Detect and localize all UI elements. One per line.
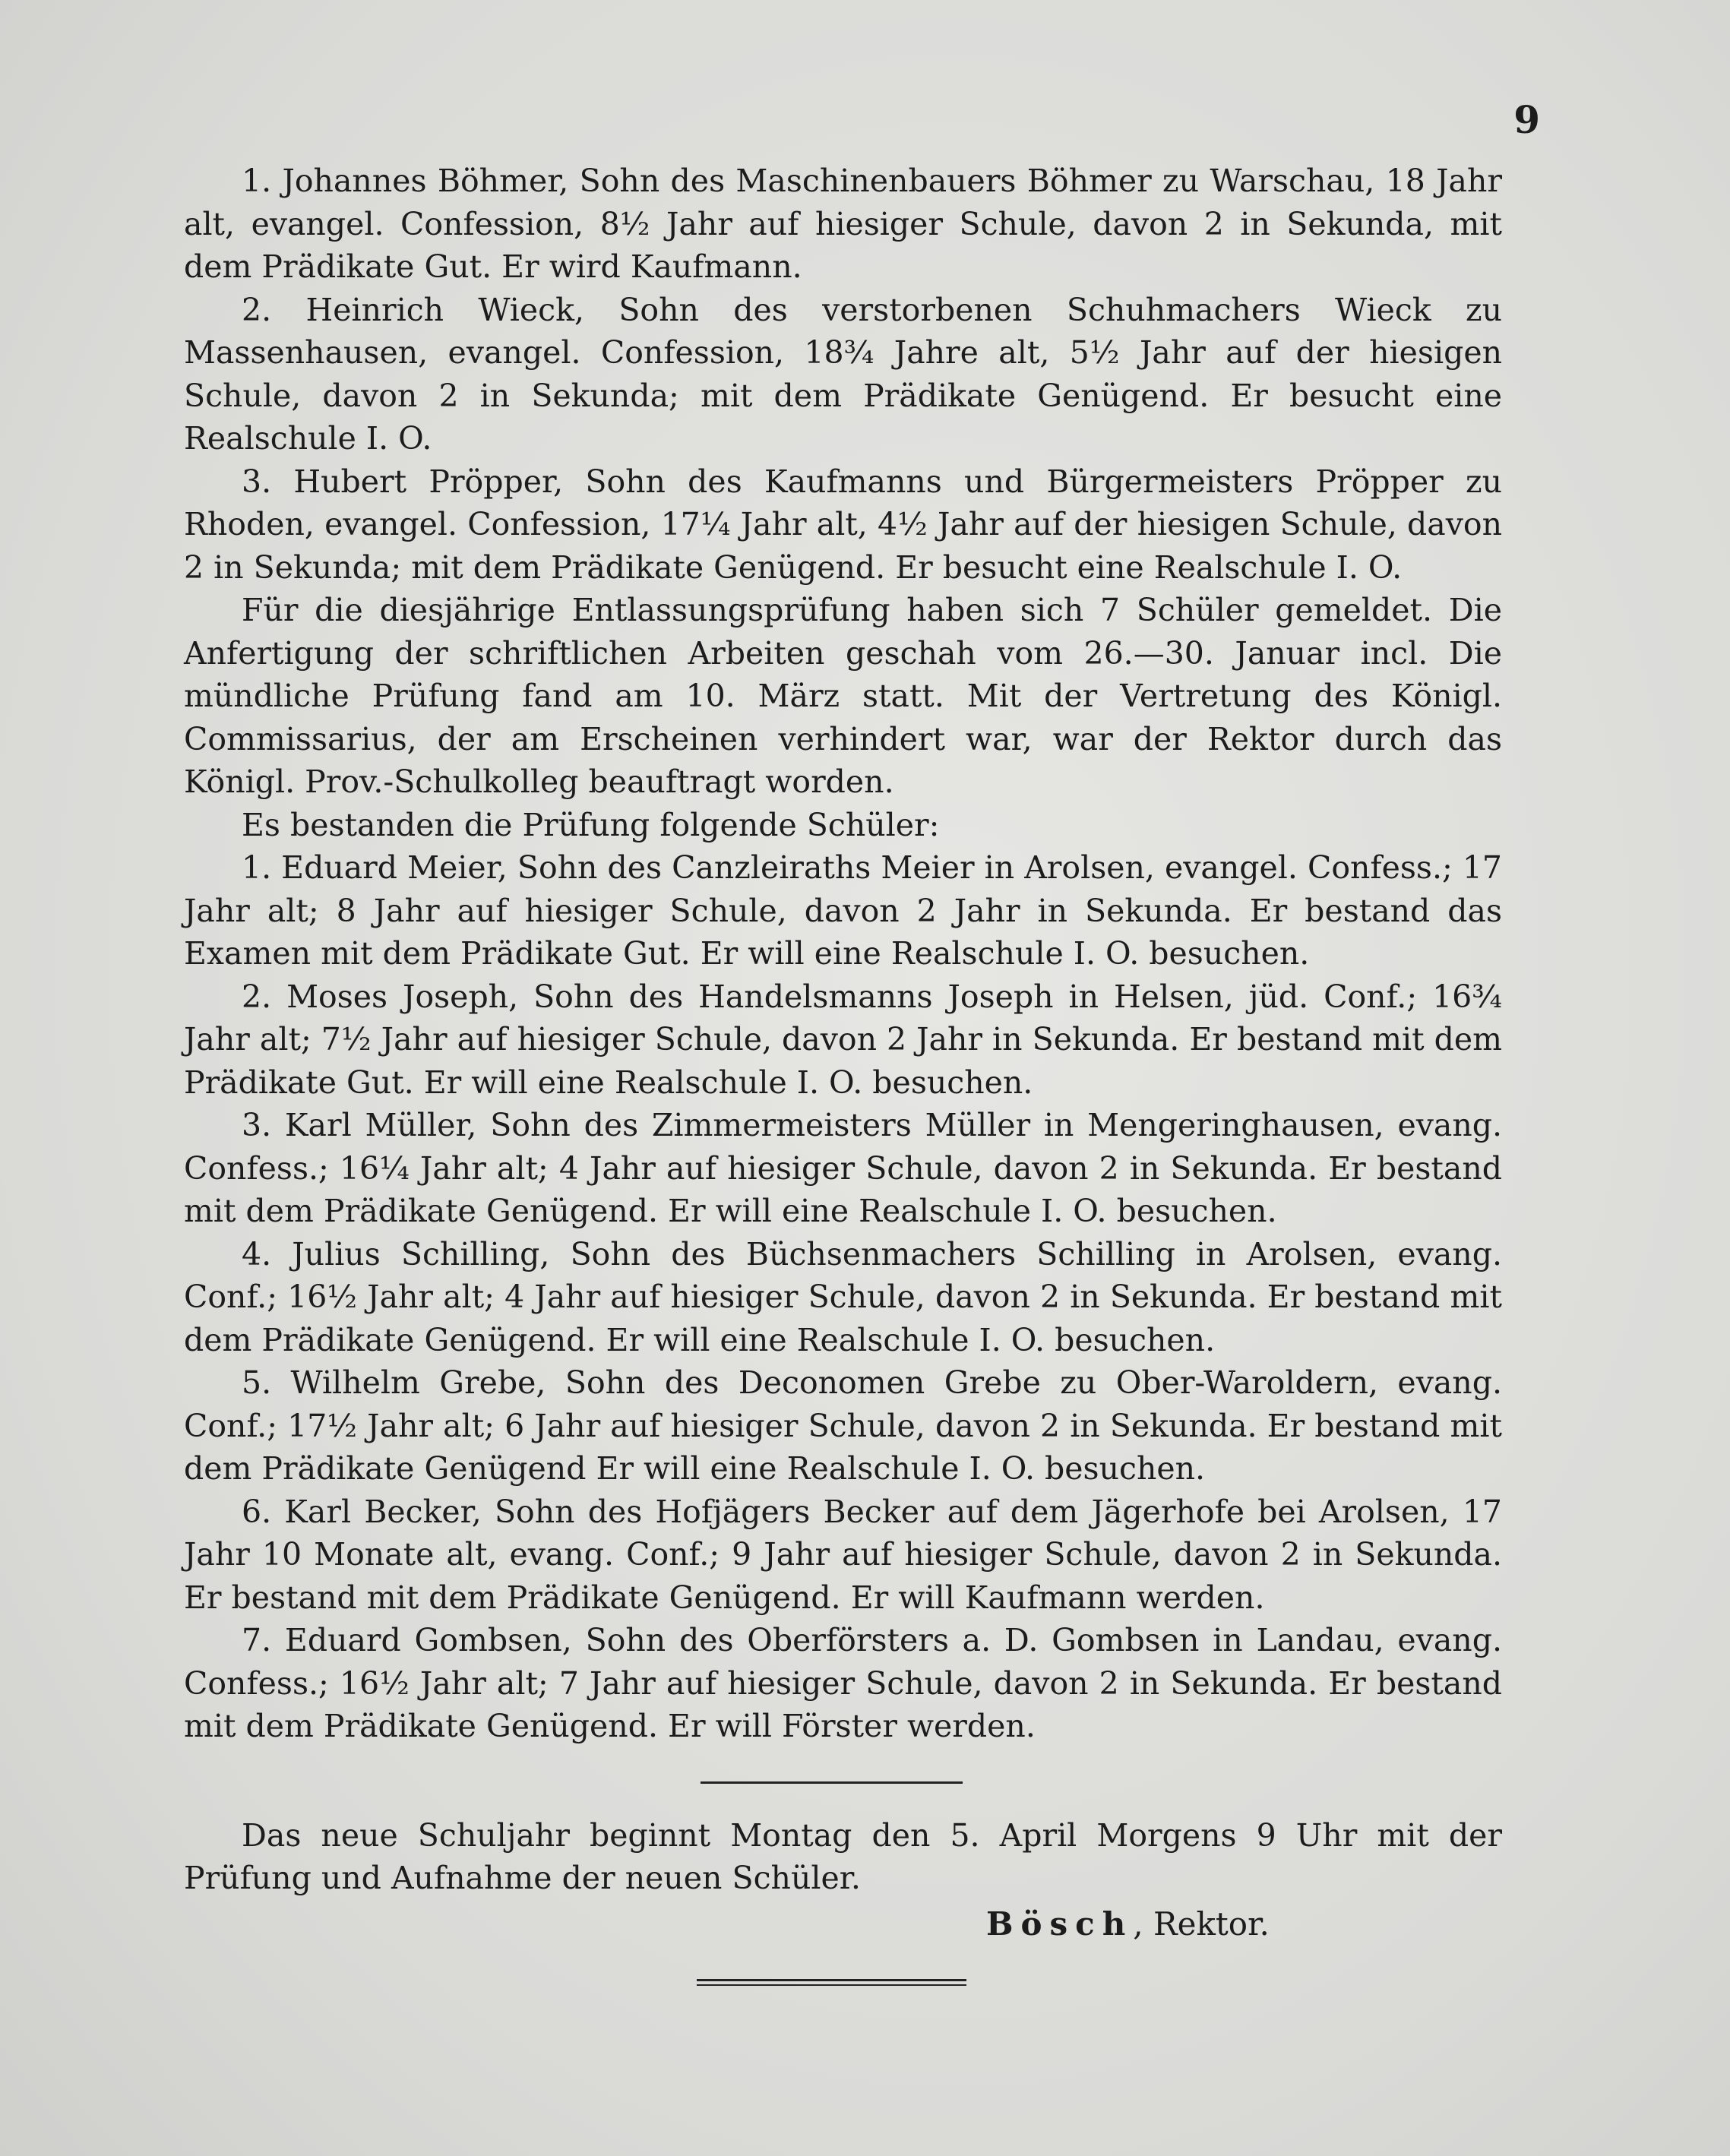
end-divider	[697, 1979, 966, 1986]
student-entry-2: 2. Moses Joseph, Sohn des Handelsmanns Joseph in Helsen, jüd. Conf.; 16¾ Jahr alt; 7½ Jahr auf hiesiger Schule, davon 2 Jahr in Sekunda. Er bestand mit dem Prädikate Gut. Er will eine Realschule I. O. besuchen.	[184, 978, 1502, 1101]
passed-students-heading: Es bestanden die Prüfung folgende Schüler:	[242, 806, 940, 843]
graduate-entry-2: 2. Heinrich Wieck, Sohn des verstorbenen Schuhmachers Wieck zu Massenhausen, evangel. Confession, 18¾ Jahre alt, 5½ Jahr auf der hiesigen Schule, davon 2 in Sekunda; mit dem Prädikate Genügend. Er besucht eine Realschule I. O.	[184, 291, 1502, 457]
signature	[184, 1903, 1502, 1946]
signature-title: , Rektor.	[1133, 1905, 1270, 1943]
student-entry-4: 4. Julius Schilling, Sohn des Büchsenmachers Schilling in Arolsen, evang. Conf.; 16½ Jahr alt; 4 Jahr auf hiesiger Schule, davon 2 in Sekunda. Er bestand mit dem Prädikate Genügend. Er will eine Realschule I. O. besuchen.	[184, 1235, 1502, 1358]
student-entry-6: 6. Karl Becker, Sohn des Hofjägers Becker auf dem Jägerhofe bei Arolsen, 17 Jahr 10 Monate alt, evang. Conf.; 9 Jahr auf hiesiger Schule, davon 2 in Sekunda. Er bestand mit dem Prädikate Genügend. Er will Kaufmann werden.	[184, 1493, 1502, 1616]
document-body	[184, 160, 1502, 1986]
signature-name: Bösch	[986, 1905, 1134, 1943]
student-entry-7: 7. Eduard Gombsen, Sohn des Oberförsters a. D. Gombsen in Landau, evang. Confess.; 16½ Jahr alt; 7 Jahr auf hiesiger Schule, davon 2 in Sekunda. Er bestand mit dem Prädikate Genügend. Er will Förster werden.	[184, 1622, 1502, 1744]
student-entry-3: 3. Karl Müller, Sohn des Zimmermeisters Müller in Mengeringhausen, evang. Confess.; 16¼ Jahr alt; 4 Jahr auf hiesiger Schule, davon 2 in Sekunda. Er bestand mit dem Prädikate Genügend. Er will eine Realschule I. O. besuchen.	[184, 1107, 1502, 1229]
graduate-entry-3: 3. Hubert Pröpper, Sohn des Kaufmanns und Bürgermeisters Pröpper zu Rhoden, evangel. Confession, 17¼ Jahr alt, 4½ Jahr auf der hiesigen Schule, davon 2 in Sekunda; mit dem Prädikate Genügend. Er besucht eine Realschule I. O.	[184, 463, 1502, 586]
section-divider	[701, 1781, 963, 1784]
closing-paragraph: Das neue Schuljahr beginnt Montag den 5. April Morgens 9 Uhr mit der Prüfung und Aufnahme der neuen Schüler.	[184, 1816, 1502, 1896]
page-number: 9	[1513, 97, 1540, 142]
graduate-entry-1: 1. Johannes Böhmer, Sohn des Maschinenbauers Böhmer zu Warschau, 18 Jahr alt, evangel. Confession, 8½ Jahr auf hiesiger Schule, davon 2 in Sekunda, mit dem Prädikate Gut. Er wird Kaufmann.	[184, 163, 1502, 285]
student-entry-1: 1. Eduard Meier, Sohn des Canzleiraths Meier in Arolsen, evangel. Confess.; 17 Jahr alt; 8 Jahr auf hiesiger Schule, davon 2 Jahr in Sekunda. Er bestand das Examen mit dem Prädikate Gut. Er will eine Realschule I. O. besuchen.	[184, 849, 1502, 972]
exam-announcement: Für die diesjährige Entlassungsprüfung haben sich 7 Schüler gemeldet. Die Anfertigung der schriftlichen Arbeiten geschah vom 26.—30. Januar incl. Die mündliche Prüfung fand am 10. März statt. Mit der Vertretung des Königl. Commissarius, der am Erscheinen verhindert war, war der Rektor durch das Königl. Prov.-Schulkolleg beauftragt worden.	[184, 592, 1502, 800]
student-entry-5: 5. Wilhelm Grebe, Sohn des Deconomen Grebe zu Ober-Waroldern, evang. Conf.; 17½ Jahr alt; 6 Jahr auf hiesiger Schule, davon 2 in Sekunda. Er bestand mit dem Prädikate Genügend Er will eine Realschule I. O. besuchen.	[184, 1364, 1502, 1487]
